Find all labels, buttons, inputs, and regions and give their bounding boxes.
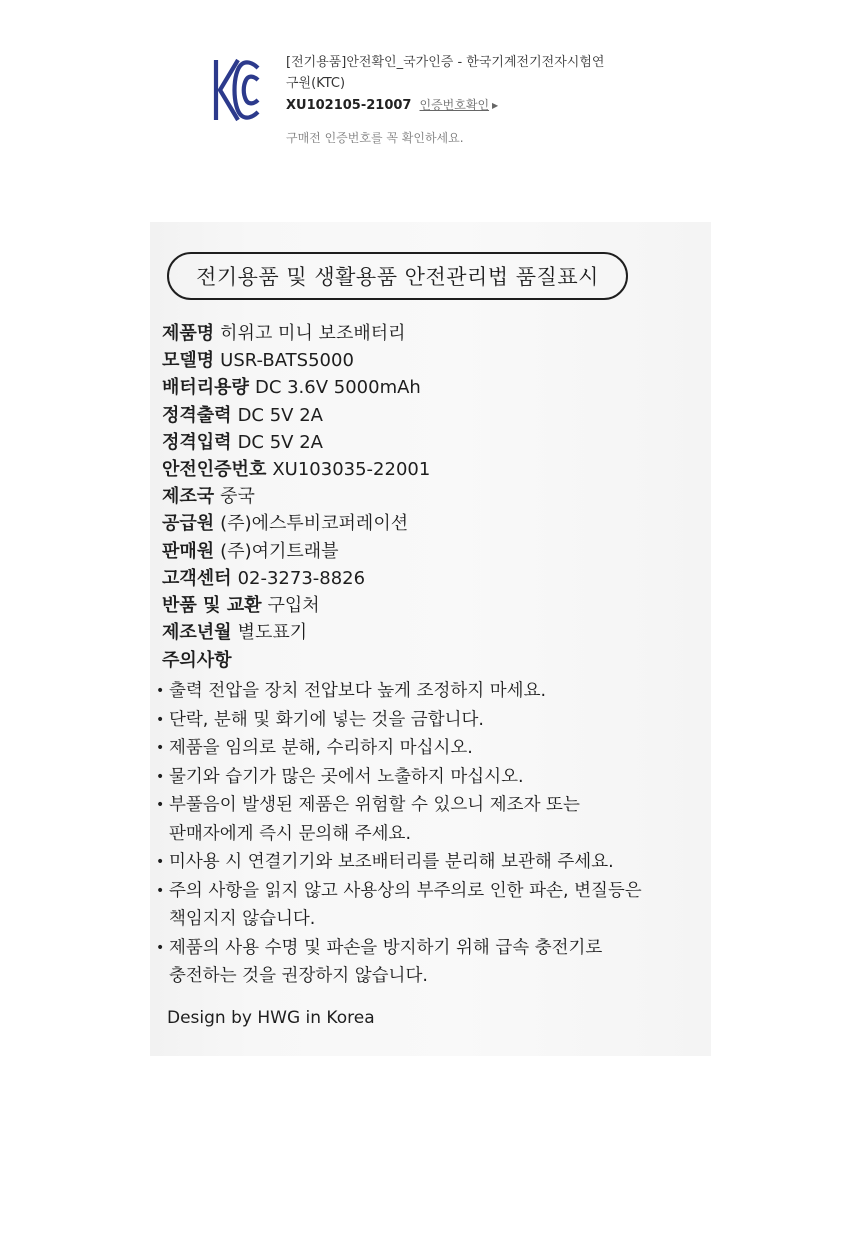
spec-value: 히위고 미니 보조배터리 — [220, 323, 406, 344]
bullet: • — [156, 683, 165, 699]
spec-row-safety-cert — [162, 456, 702, 483]
spec-key: 제품명 — [162, 323, 215, 344]
caution-text: 주의 사항을 읽지 않고 사용상의 부주의로 인한 파손, 변질등은 — [169, 880, 642, 901]
caution-text-continued: 판매자에게 즉시 문의해 주세요. — [169, 823, 412, 844]
spec-value: XU103035-22001 — [272, 458, 431, 480]
spec-key: 판매원 — [162, 540, 215, 562]
label-title-box — [167, 252, 628, 300]
spec-row-seller — [162, 538, 702, 565]
caution-text-continued: 충전하는 것을 권장하지 않습니다. — [169, 966, 428, 986]
spec-key: 제조년월 — [162, 622, 232, 644]
spec-value: DC 3.6V 5000mAh — [254, 377, 421, 399]
caution-item — [156, 791, 701, 848]
caution-item — [156, 677, 701, 706]
kc-certification-block — [212, 52, 682, 162]
bullet: • — [156, 711, 165, 728]
bullet: • — [156, 768, 165, 785]
spec-key: 제조국 — [162, 486, 215, 508]
spec-row-country — [162, 483, 702, 510]
spec-key: 정격입력 — [162, 431, 232, 453]
spec-value: 02-3273-8826 — [237, 567, 366, 589]
spec-key: 모델명 — [162, 350, 215, 372]
kc-description-line2: 구원(KTC) — [286, 76, 346, 91]
kc-notice: 구매전 인증번호를 꼭 확인하세요. — [286, 131, 464, 145]
kc-description-line1: [전기용품]안전확인_국가인증 - 한국기계전기전자시험연 — [286, 55, 605, 70]
caution-item — [156, 734, 701, 763]
caution-text: 물기와 습기가 많은 곳에서 노출하지 마십시오. — [169, 766, 524, 787]
bullet: • — [156, 854, 165, 870]
spec-key: 정격출력 — [162, 404, 232, 426]
spec-row-rated-output — [162, 402, 702, 429]
spec-key: 공급원 — [162, 513, 215, 535]
spec-row-model — [162, 347, 702, 374]
caution-item — [156, 848, 701, 877]
kc-cert-code: XU102105-21007 — [286, 98, 412, 113]
spec-list — [162, 320, 702, 676]
bullet: • — [156, 939, 165, 956]
caution-text: 부풀음이 발생된 제품은 위험할 수 있으니 제조자 또는 — [169, 795, 580, 815]
spec-value: 구입처 — [267, 594, 320, 616]
spec-key: 배터리용량 — [162, 377, 249, 399]
spec-key: 안전인증번호 — [162, 458, 267, 480]
spec-value: (주)여기트래블 — [220, 540, 339, 562]
triangle-right-icon[interactable]: ▶ — [492, 101, 499, 110]
caution-text: 미사용 시 연결기기와 보조배터리를 분리해 보관해 주세요. — [169, 852, 614, 872]
spec-row-product-name — [162, 320, 702, 347]
spec-key: 고객센터 — [162, 567, 232, 589]
caution-text: 제품을 임의로 분해, 수리하지 마십시오. — [169, 738, 473, 758]
spec-row-manufacture-date — [162, 619, 702, 646]
design-credit: Design by HWG in Korea — [167, 1008, 375, 1028]
spec-value: (주)에스투비코퍼레이션 — [220, 513, 409, 535]
cert-verify-link[interactable]: 인증번호확인 — [419, 98, 490, 112]
spec-value: USR-BATS5000 — [220, 350, 354, 372]
kc-certification-text — [286, 52, 686, 149]
spec-value: DC 5V 2A — [237, 404, 323, 426]
caution-list — [156, 677, 701, 991]
spec-value: DC 5V 2A — [237, 431, 323, 453]
caution-text: 제품의 사용 수명 및 파손을 방지하기 위해 급속 충전기로 — [169, 937, 603, 958]
caution-item — [156, 877, 701, 934]
spec-row-supplier — [162, 510, 702, 537]
spec-row-rated-input — [162, 429, 702, 456]
caution-item — [156, 934, 701, 991]
bullet: • — [156, 797, 165, 813]
kc-certification-mark-icon — [212, 56, 260, 124]
caution-text-continued: 책임지지 않습니다. — [169, 909, 316, 929]
kc-code-row — [286, 95, 686, 116]
caution-text: 출력 전압을 장치 전압보다 높게 조정하지 마세요. — [169, 681, 547, 701]
bullet: • — [156, 882, 165, 899]
spec-row-battery-capacity — [162, 374, 702, 401]
caution-item — [156, 706, 701, 735]
spec-key: 반품 및 교환 — [162, 594, 262, 616]
caution-text: 단락, 분해 및 화기에 넣는 것을 금합니다. — [169, 709, 484, 730]
caution-item — [156, 763, 701, 792]
product-label-panel — [150, 222, 711, 1056]
caution-heading: 주의사항 — [162, 650, 232, 672]
bullet: • — [156, 740, 165, 756]
spec-value: 중국 — [220, 486, 255, 508]
spec-row-customer-center — [162, 565, 702, 592]
spec-row-returns — [162, 592, 702, 619]
label-title: 전기용품 및 생활용품 안전관리법 품질표시 — [196, 265, 599, 289]
spec-value: 별도표기 — [237, 622, 308, 644]
